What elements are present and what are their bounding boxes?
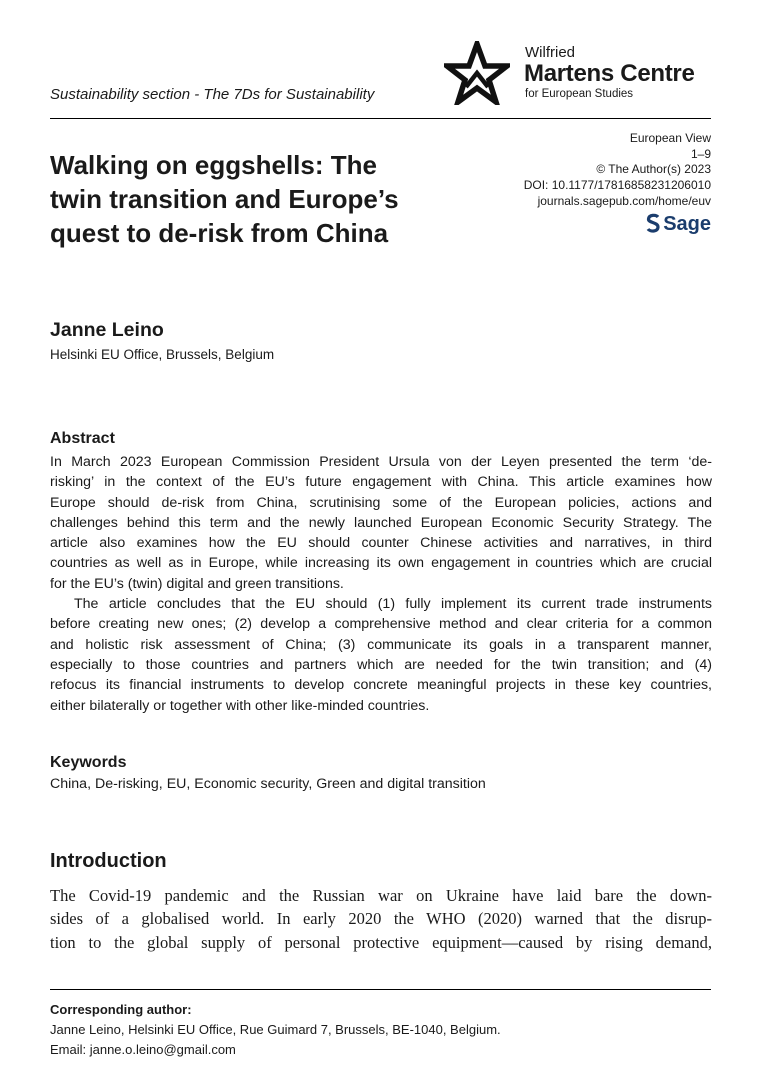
footnote-divider	[50, 989, 711, 990]
author-name: Janne Leino	[50, 319, 164, 341]
logo-line-3: for European Studies	[525, 88, 634, 100]
abstract-line: The article concludes that the EU should (1) fully implement its current trade instruments	[74, 596, 712, 613]
journal-url: journals.sagepub.com/home/euv	[537, 193, 711, 208]
corresponding-author-address: Janne Leino, Helsinki EU Office, Rue Guimard 7, Brussels, BE-1040, Belgium.	[50, 1022, 501, 1037]
title-line: quest to de-risk from China	[50, 218, 389, 248]
abstract-line: challenges behind this term and the newly launched European Economic Security Strategy. The	[50, 514, 712, 531]
abstract-line: before creating new ones; (2) develop a comprehensive method and clear criteria for a common	[50, 616, 712, 633]
abstract-line: risking’ in the context of the EU’s future engagement with China. This article examines how	[50, 474, 712, 491]
section-label: Sustainability section - The 7Ds for Sustainability	[50, 86, 375, 103]
introduction-body	[50, 884, 712, 954]
journal-name: European View	[629, 131, 711, 145]
title-line: Walking on eggshells: The	[50, 150, 377, 180]
corresponding-author-email[interactable]: Email: janne.o.leino@gmail.com	[50, 1042, 236, 1057]
header-divider	[50, 118, 711, 119]
keywords-heading: Keywords	[50, 754, 127, 771]
author-affiliation: Helsinki EU Office, Brussels, Belgium	[50, 347, 275, 362]
abstract-line: either bilaterally or together with other like-minded countries.	[50, 697, 430, 714]
star-icon	[444, 41, 510, 105]
copyright: © The Author(s) 2023	[596, 162, 711, 177]
keywords-text: China, De-risking, EU, Economic security, Green and digital transition	[50, 776, 486, 792]
logo-line-2: Martens Centre	[524, 60, 695, 87]
logo-line-1: Wilfried	[525, 44, 576, 61]
journal-meta	[524, 131, 711, 210]
intro-line: tion to the global supply of personal protective equipment—caused by rising demand,	[50, 932, 712, 952]
abstract-line: Europe should de-risk from China, scrutinising some of the European policies, actions and	[50, 494, 712, 511]
abstract-line: In March 2023 European Commission President Ursula von der Leyen presented the term ‘de-	[50, 454, 712, 470]
corresponding-author-heading: Corresponding author:	[50, 1002, 192, 1017]
publisher-logo	[444, 40, 734, 110]
abstract-line: article also examines how the EU should counter Chinese activities and narratives, in third	[50, 535, 712, 552]
abstract-line: especially to those countries and partners which are needed for the twin transition; and (4)	[50, 656, 712, 673]
abstract-body	[50, 452, 712, 716]
sage-label: Sage	[663, 213, 711, 235]
abstract-line: and holistic risk assessment of China; (3) communicate its goals in a transparent manner,	[50, 636, 712, 653]
abstract-heading: Abstract	[50, 430, 115, 447]
introduction-heading: Introduction	[50, 850, 167, 872]
title-line: twin transition and Europe’s	[50, 184, 399, 214]
intro-line: The Covid-19 pandemic and the Russian war on Ukraine have laid bare the down-	[50, 886, 712, 905]
abstract-line: for the EU’s (twin) digital and green transitions.	[50, 575, 344, 592]
intro-line: sides of a globalised world. In early 2020 the WHO (2020) warned that the disrup-	[50, 909, 712, 929]
abstract-line: countries as well as in Europe, while increasing its own engagement in countries which are crucial	[50, 555, 712, 572]
article-title	[50, 148, 480, 250]
sage-logo-icon	[646, 213, 660, 236]
abstract-line: refocus its financial instruments to develop concrete meaningful projects in these key countries,	[50, 677, 712, 694]
doi: DOI: 10.1177/17816858231206010	[523, 178, 711, 193]
page-range: 1–9	[690, 146, 711, 161]
sage-logo	[646, 213, 711, 236]
